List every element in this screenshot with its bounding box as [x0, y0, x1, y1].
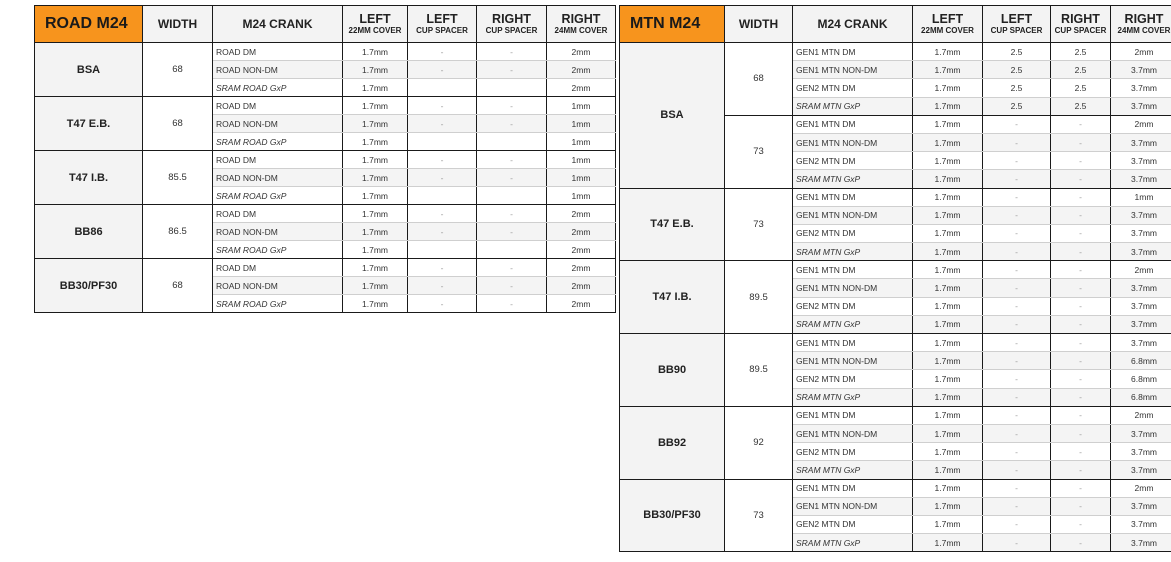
mtn-m24-table: [619, 5, 1171, 552]
left-cup-spacer-cell: -: [408, 61, 477, 79]
table-row: [620, 479, 1171, 497]
crank-model-cell: SRAM MTN GxP: [793, 170, 913, 188]
left-cup-spacer-cell: -: [983, 115, 1051, 133]
road-col-left-spacer: [408, 6, 477, 43]
bracket-standard-cell: T47 E.B.: [35, 97, 143, 151]
left-22mm-cover-cell: 1.7mm: [913, 406, 983, 424]
right-cup-spacer-cell: -: [477, 295, 547, 313]
crank-model-cell: GEN1 MTN DM: [793, 43, 913, 61]
left-22mm-cover-cell: 1.7mm: [343, 259, 408, 277]
table-row: [35, 205, 616, 223]
header-main-label: LEFT: [359, 11, 391, 26]
left-22mm-cover-cell: 1.7mm: [913, 79, 983, 97]
left-cup-spacer-cell: -: [983, 443, 1051, 461]
right-24mm-cover-cell: 1mm: [547, 151, 616, 169]
left-cup-spacer-cell: -: [983, 188, 1051, 206]
right-cup-spacer-cell: -: [1051, 334, 1111, 352]
right-cup-spacer-cell: -: [477, 115, 547, 133]
road-col-left-cover: [343, 6, 408, 43]
table-row: [620, 188, 1171, 206]
left-22mm-cover-cell: 1.7mm: [343, 241, 408, 259]
crank-model-cell: GEN1 MTN NON-DM: [793, 279, 913, 297]
left-22mm-cover-cell: 1.7mm: [913, 243, 983, 261]
header-main-label: RIGHT: [561, 11, 601, 26]
left-22mm-cover-cell: 1.7mm: [913, 443, 983, 461]
left-22mm-cover-cell: 1.7mm: [913, 152, 983, 170]
left-22mm-cover-cell: 1.7mm: [913, 261, 983, 279]
crank-model-cell: GEN2 MTN DM: [793, 443, 913, 461]
crank-model-cell: SRAM ROAD GxP: [213, 295, 343, 313]
crank-model-cell: GEN1 MTN NON-DM: [793, 497, 913, 515]
crank-model-cell: GEN1 MTN DM: [793, 115, 913, 133]
mtn-col-width: WIDTH: [725, 6, 793, 43]
left-cup-spacer-cell: -: [983, 334, 1051, 352]
right-24mm-cover-cell: 1mm: [547, 133, 616, 151]
crank-model-cell: GEN1 MTN NON-DM: [793, 424, 913, 442]
left-cup-spacer-cell: -: [983, 279, 1051, 297]
crank-model-cell: ROAD NON-DM: [213, 115, 343, 133]
right-24mm-cover-cell: 2mm: [1111, 43, 1171, 61]
right-cup-spacer-cell: -: [1051, 133, 1111, 151]
right-cup-spacer-cell: -: [1051, 206, 1111, 224]
right-24mm-cover-cell: 2mm: [547, 259, 616, 277]
right-cup-spacer-cell: -: [1051, 443, 1111, 461]
left-22mm-cover-cell: 1.7mm: [913, 315, 983, 333]
left-cup-spacer-cell: [408, 79, 477, 97]
right-24mm-cover-cell: 3.7mm: [1111, 279, 1171, 297]
right-cup-spacer-cell: -: [1051, 170, 1111, 188]
crank-model-cell: ROAD NON-DM: [213, 277, 343, 295]
right-cup-spacer-cell: 2.5: [1051, 97, 1111, 115]
mtn-table-body: [620, 43, 1171, 552]
right-cup-spacer-cell: -: [1051, 406, 1111, 424]
crank-model-cell: GEN2 MTN DM: [793, 224, 913, 242]
right-24mm-cover-cell: 2mm: [1111, 406, 1171, 424]
crank-model-cell: SRAM MTN GxP: [793, 388, 913, 406]
table-row: [620, 43, 1171, 61]
crank-model-cell: SRAM ROAD GxP: [213, 241, 343, 259]
right-24mm-cover-cell: 3.7mm: [1111, 443, 1171, 461]
left-cup-spacer-cell: -: [983, 388, 1051, 406]
right-24mm-cover-cell: 2mm: [547, 61, 616, 79]
left-22mm-cover-cell: 1.7mm: [343, 187, 408, 205]
left-cup-spacer-cell: -: [983, 497, 1051, 515]
left-22mm-cover-cell: 1.7mm: [913, 388, 983, 406]
shell-width-cell: 85.5: [143, 151, 213, 205]
right-cup-spacer-cell: -: [1051, 243, 1111, 261]
right-cup-spacer-cell: -: [477, 169, 547, 187]
mtn-col-right-cover: [1111, 6, 1171, 43]
crank-model-cell: GEN1 MTN DM: [793, 334, 913, 352]
shell-width-cell: 89.5: [725, 261, 793, 334]
left-cup-spacer-cell: -: [408, 151, 477, 169]
right-24mm-cover-cell: 2mm: [547, 277, 616, 295]
header-main-label: LEFT: [1000, 11, 1033, 26]
crank-model-cell: ROAD DM: [213, 151, 343, 169]
right-24mm-cover-cell: 3.7mm: [1111, 424, 1171, 442]
bracket-standard-cell: T47 I.B.: [620, 261, 725, 334]
right-24mm-cover-cell: 2mm: [1111, 115, 1171, 133]
left-cup-spacer-cell: -: [408, 259, 477, 277]
right-24mm-cover-cell: 3.7mm: [1111, 315, 1171, 333]
left-22mm-cover-cell: 1.7mm: [913, 534, 983, 552]
left-22mm-cover-cell: 1.7mm: [343, 169, 408, 187]
header-sub-label: 22MM COVER: [348, 26, 402, 36]
crank-model-cell: GEN1 MTN NON-DM: [793, 352, 913, 370]
bracket-standard-cell: BSA: [620, 43, 725, 189]
left-22mm-cover-cell: 1.7mm: [913, 188, 983, 206]
left-22mm-cover-cell: 1.7mm: [343, 61, 408, 79]
bracket-standard-cell: BSA: [35, 43, 143, 97]
right-cup-spacer-cell: -: [477, 277, 547, 295]
right-24mm-cover-cell: 3.7mm: [1111, 152, 1171, 170]
right-cup-spacer-cell: -: [1051, 352, 1111, 370]
table-row: [35, 43, 616, 61]
left-cup-spacer-cell: -: [983, 534, 1051, 552]
right-24mm-cover-cell: 6.8mm: [1111, 370, 1171, 388]
right-cup-spacer-cell: -: [1051, 497, 1111, 515]
right-cup-spacer-cell: [477, 79, 547, 97]
table-row: [35, 151, 616, 169]
right-cup-spacer-cell: -: [1051, 515, 1111, 533]
header-sub-label: CUP SPACER: [485, 26, 538, 36]
right-cup-spacer-cell: -: [1051, 115, 1111, 133]
right-24mm-cover-cell: 2mm: [547, 79, 616, 97]
left-cup-spacer-cell: -: [983, 152, 1051, 170]
right-cup-spacer-cell: -: [1051, 370, 1111, 388]
right-cup-spacer-cell: -: [477, 259, 547, 277]
shell-width-cell: 73: [725, 188, 793, 261]
crank-model-cell: SRAM ROAD GxP: [213, 79, 343, 97]
left-cup-spacer-cell: [408, 187, 477, 205]
crank-model-cell: GEN2 MTN DM: [793, 297, 913, 315]
mtn-col-left-cover: [913, 6, 983, 43]
right-24mm-cover-cell: 1mm: [547, 97, 616, 115]
left-cup-spacer-cell: 2.5: [983, 97, 1051, 115]
left-22mm-cover-cell: 1.7mm: [913, 133, 983, 151]
left-cup-spacer-cell: -: [408, 205, 477, 223]
left-cup-spacer-cell: -: [983, 206, 1051, 224]
right-cup-spacer-cell: -: [1051, 224, 1111, 242]
right-24mm-cover-cell: 3.7mm: [1111, 224, 1171, 242]
shell-width-cell: 86.5: [143, 205, 213, 259]
left-22mm-cover-cell: 1.7mm: [343, 277, 408, 295]
crank-model-cell: SRAM MTN GxP: [793, 315, 913, 333]
right-24mm-cover-cell: 2mm: [547, 241, 616, 259]
road-header-row: [35, 6, 616, 43]
right-cup-spacer-cell: 2.5: [1051, 79, 1111, 97]
right-24mm-cover-cell: 1mm: [1111, 188, 1171, 206]
left-22mm-cover-cell: 1.7mm: [913, 515, 983, 533]
crank-model-cell: ROAD NON-DM: [213, 169, 343, 187]
left-22mm-cover-cell: 1.7mm: [913, 497, 983, 515]
shell-width-cell: 68: [143, 259, 213, 313]
bracket-standard-cell: T47 E.B.: [620, 188, 725, 261]
road-col-width: WIDTH: [143, 6, 213, 43]
header-sub-label: CUP SPACER: [990, 26, 1043, 36]
crank-model-cell: GEN2 MTN DM: [793, 79, 913, 97]
crank-model-cell: GEN1 MTN NON-DM: [793, 133, 913, 151]
crank-model-cell: GEN1 MTN DM: [793, 406, 913, 424]
crank-model-cell: GEN1 MTN NON-DM: [793, 206, 913, 224]
header-main-label: RIGHT: [1061, 11, 1100, 26]
crank-model-cell: SRAM MTN GxP: [793, 534, 913, 552]
left-cup-spacer-cell: -: [983, 424, 1051, 442]
right-24mm-cover-cell: 1mm: [547, 169, 616, 187]
left-22mm-cover-cell: 1.7mm: [343, 97, 408, 115]
right-24mm-cover-cell: 2mm: [547, 223, 616, 241]
table-row: [620, 334, 1171, 352]
left-cup-spacer-cell: -: [983, 370, 1051, 388]
right-cup-spacer-cell: -: [477, 151, 547, 169]
crank-model-cell: SRAM MTN GxP: [793, 461, 913, 479]
left-cup-spacer-cell: 2.5: [983, 43, 1051, 61]
left-22mm-cover-cell: 1.7mm: [913, 370, 983, 388]
right-24mm-cover-cell: 3.7mm: [1111, 97, 1171, 115]
left-cup-spacer-cell: -: [408, 97, 477, 115]
left-22mm-cover-cell: 1.7mm: [343, 295, 408, 313]
header-main-label: RIGHT: [492, 11, 531, 26]
right-cup-spacer-cell: -: [1051, 315, 1111, 333]
left-cup-spacer-cell: [408, 133, 477, 151]
right-cup-spacer-cell: 2.5: [1051, 43, 1111, 61]
right-cup-spacer-cell: -: [1051, 279, 1111, 297]
left-cup-spacer-cell: 2.5: [983, 61, 1051, 79]
crank-model-cell: GEN1 MTN DM: [793, 188, 913, 206]
right-cup-spacer-cell: -: [1051, 152, 1111, 170]
right-24mm-cover-cell: 2mm: [547, 43, 616, 61]
road-col-crank: M24 CRANK: [213, 6, 343, 43]
shell-width-cell: 92: [725, 406, 793, 479]
left-22mm-cover-cell: 1.7mm: [913, 424, 983, 442]
left-cup-spacer-cell: -: [983, 352, 1051, 370]
right-cup-spacer-cell: -: [477, 205, 547, 223]
right-cup-spacer-cell: [477, 187, 547, 205]
left-cup-spacer-cell: -: [983, 224, 1051, 242]
left-22mm-cover-cell: 1.7mm: [913, 61, 983, 79]
left-22mm-cover-cell: 1.7mm: [343, 43, 408, 61]
crank-model-cell: SRAM ROAD GxP: [213, 187, 343, 205]
left-cup-spacer-cell: -: [408, 277, 477, 295]
left-22mm-cover-cell: 1.7mm: [343, 205, 408, 223]
right-24mm-cover-cell: 3.7mm: [1111, 515, 1171, 533]
left-22mm-cover-cell: 1.7mm: [913, 97, 983, 115]
header-sub-label: CUP SPACER: [1054, 26, 1107, 36]
left-cup-spacer-cell: -: [408, 223, 477, 241]
table-row: [620, 261, 1171, 279]
header-main-label: LEFT: [426, 11, 458, 26]
bracket-standard-cell: BB30/PF30: [35, 259, 143, 313]
crank-model-cell: ROAD DM: [213, 43, 343, 61]
crank-model-cell: GEN1 MTN NON-DM: [793, 61, 913, 79]
bracket-standard-cell: BB90: [620, 334, 725, 407]
crank-model-cell: ROAD DM: [213, 259, 343, 277]
mtn-col-left-spacer: [983, 6, 1051, 43]
right-cup-spacer-cell: -: [1051, 297, 1111, 315]
right-cup-spacer-cell: -: [1051, 388, 1111, 406]
left-22mm-cover-cell: 1.7mm: [343, 151, 408, 169]
right-24mm-cover-cell: 3.7mm: [1111, 79, 1171, 97]
header-sub-label: 24MM COVER: [1117, 26, 1171, 36]
crank-model-cell: ROAD NON-DM: [213, 61, 343, 79]
right-24mm-cover-cell: 3.7mm: [1111, 133, 1171, 151]
road-table-title: ROAD M24: [35, 6, 143, 43]
left-cup-spacer-cell: 2.5: [983, 79, 1051, 97]
crank-model-cell: SRAM MTN GxP: [793, 243, 913, 261]
right-24mm-cover-cell: 3.7mm: [1111, 461, 1171, 479]
left-cup-spacer-cell: -: [983, 406, 1051, 424]
road-m24-table: [34, 5, 616, 313]
crank-model-cell: GEN1 MTN DM: [793, 479, 913, 497]
left-cup-spacer-cell: -: [983, 297, 1051, 315]
table-row: [620, 406, 1171, 424]
left-22mm-cover-cell: 1.7mm: [913, 43, 983, 61]
right-cup-spacer-cell: -: [1051, 534, 1111, 552]
left-22mm-cover-cell: 1.7mm: [913, 224, 983, 242]
left-cup-spacer-cell: -: [983, 515, 1051, 533]
right-cup-spacer-cell: -: [1051, 461, 1111, 479]
crank-model-cell: GEN2 MTN DM: [793, 370, 913, 388]
left-cup-spacer-cell: -: [983, 170, 1051, 188]
shell-width-cell: 73: [725, 115, 793, 188]
crank-model-cell: GEN2 MTN DM: [793, 515, 913, 533]
right-cup-spacer-cell: -: [477, 97, 547, 115]
right-24mm-cover-cell: 2mm: [1111, 261, 1171, 279]
left-22mm-cover-cell: 1.7mm: [913, 461, 983, 479]
bracket-standard-cell: BB92: [620, 406, 725, 479]
header-sub-label: CUP SPACER: [416, 26, 468, 36]
shell-width-cell: 68: [143, 97, 213, 151]
right-24mm-cover-cell: 3.7mm: [1111, 297, 1171, 315]
right-cup-spacer-cell: -: [477, 43, 547, 61]
shell-width-cell: 73: [725, 479, 793, 552]
right-24mm-cover-cell: 3.7mm: [1111, 497, 1171, 515]
crank-model-cell: ROAD DM: [213, 97, 343, 115]
right-24mm-cover-cell: 6.8mm: [1111, 388, 1171, 406]
right-24mm-cover-cell: 3.7mm: [1111, 243, 1171, 261]
left-cup-spacer-cell: -: [983, 461, 1051, 479]
left-22mm-cover-cell: 1.7mm: [343, 223, 408, 241]
left-cup-spacer-cell: [408, 241, 477, 259]
left-22mm-cover-cell: 1.7mm: [913, 297, 983, 315]
left-cup-spacer-cell: -: [408, 295, 477, 313]
bracket-standard-cell: T47 I.B.: [35, 151, 143, 205]
crank-model-cell: GEN1 MTN DM: [793, 261, 913, 279]
left-cup-spacer-cell: -: [983, 133, 1051, 151]
bracket-standard-cell: BB86: [35, 205, 143, 259]
left-cup-spacer-cell: -: [983, 315, 1051, 333]
right-24mm-cover-cell: 1mm: [547, 187, 616, 205]
road-col-right-spacer: [477, 6, 547, 43]
right-cup-spacer-cell: 2.5: [1051, 61, 1111, 79]
right-cup-spacer-cell: -: [1051, 188, 1111, 206]
shell-width-cell: 89.5: [725, 334, 793, 407]
left-cup-spacer-cell: -: [408, 43, 477, 61]
left-22mm-cover-cell: 1.7mm: [343, 79, 408, 97]
header-sub-label: 24MM COVER: [554, 26, 608, 36]
right-24mm-cover-cell: 6.8mm: [1111, 352, 1171, 370]
road-col-right-cover: [547, 6, 616, 43]
crank-model-cell: GEN2 MTN DM: [793, 152, 913, 170]
left-cup-spacer-cell: -: [983, 261, 1051, 279]
left-22mm-cover-cell: 1.7mm: [913, 279, 983, 297]
left-22mm-cover-cell: 1.7mm: [913, 115, 983, 133]
left-cup-spacer-cell: -: [408, 169, 477, 187]
mtn-table-title: MTN M24: [620, 6, 725, 43]
header-main-label: LEFT: [931, 11, 964, 26]
left-cup-spacer-cell: -: [983, 243, 1051, 261]
right-24mm-cover-cell: 3.7mm: [1111, 170, 1171, 188]
right-cup-spacer-cell: [477, 241, 547, 259]
table-row: [35, 259, 616, 277]
crank-model-cell: ROAD DM: [213, 205, 343, 223]
left-22mm-cover-cell: 1.7mm: [913, 170, 983, 188]
left-22mm-cover-cell: 1.7mm: [913, 352, 983, 370]
mtn-header-row: [620, 6, 1171, 43]
shell-width-cell: 68: [143, 43, 213, 97]
header-sub-label: 22MM COVER: [921, 26, 974, 36]
road-table-body: [35, 43, 616, 313]
mtn-col-crank: M24 CRANK: [793, 6, 913, 43]
right-24mm-cover-cell: 3.7mm: [1111, 534, 1171, 552]
right-cup-spacer-cell: -: [1051, 261, 1111, 279]
right-cup-spacer-cell: -: [1051, 479, 1111, 497]
right-24mm-cover-cell: 3.7mm: [1111, 61, 1171, 79]
right-24mm-cover-cell: 3.7mm: [1111, 334, 1171, 352]
shell-width-cell: 68: [725, 43, 793, 116]
right-24mm-cover-cell: 1mm: [547, 115, 616, 133]
left-22mm-cover-cell: 1.7mm: [913, 334, 983, 352]
mtn-col-right-spacer: [1051, 6, 1111, 43]
right-24mm-cover-cell: 2mm: [547, 295, 616, 313]
right-cup-spacer-cell: -: [1051, 424, 1111, 442]
left-22mm-cover-cell: 1.7mm: [913, 206, 983, 224]
crank-model-cell: ROAD NON-DM: [213, 223, 343, 241]
bracket-standard-cell: BB30/PF30: [620, 479, 725, 552]
right-24mm-cover-cell: 2mm: [1111, 479, 1171, 497]
right-24mm-cover-cell: 2mm: [547, 205, 616, 223]
table-row: [35, 97, 616, 115]
right-cup-spacer-cell: -: [477, 223, 547, 241]
right-24mm-cover-cell: 3.7mm: [1111, 206, 1171, 224]
left-cup-spacer-cell: -: [408, 115, 477, 133]
left-cup-spacer-cell: -: [983, 479, 1051, 497]
header-main-label: RIGHT: [1124, 11, 1164, 26]
left-22mm-cover-cell: 1.7mm: [343, 133, 408, 151]
left-22mm-cover-cell: 1.7mm: [913, 479, 983, 497]
left-22mm-cover-cell: 1.7mm: [343, 115, 408, 133]
crank-model-cell: SRAM MTN GxP: [793, 97, 913, 115]
right-cup-spacer-cell: -: [477, 61, 547, 79]
right-cup-spacer-cell: [477, 133, 547, 151]
crank-model-cell: SRAM ROAD GxP: [213, 133, 343, 151]
